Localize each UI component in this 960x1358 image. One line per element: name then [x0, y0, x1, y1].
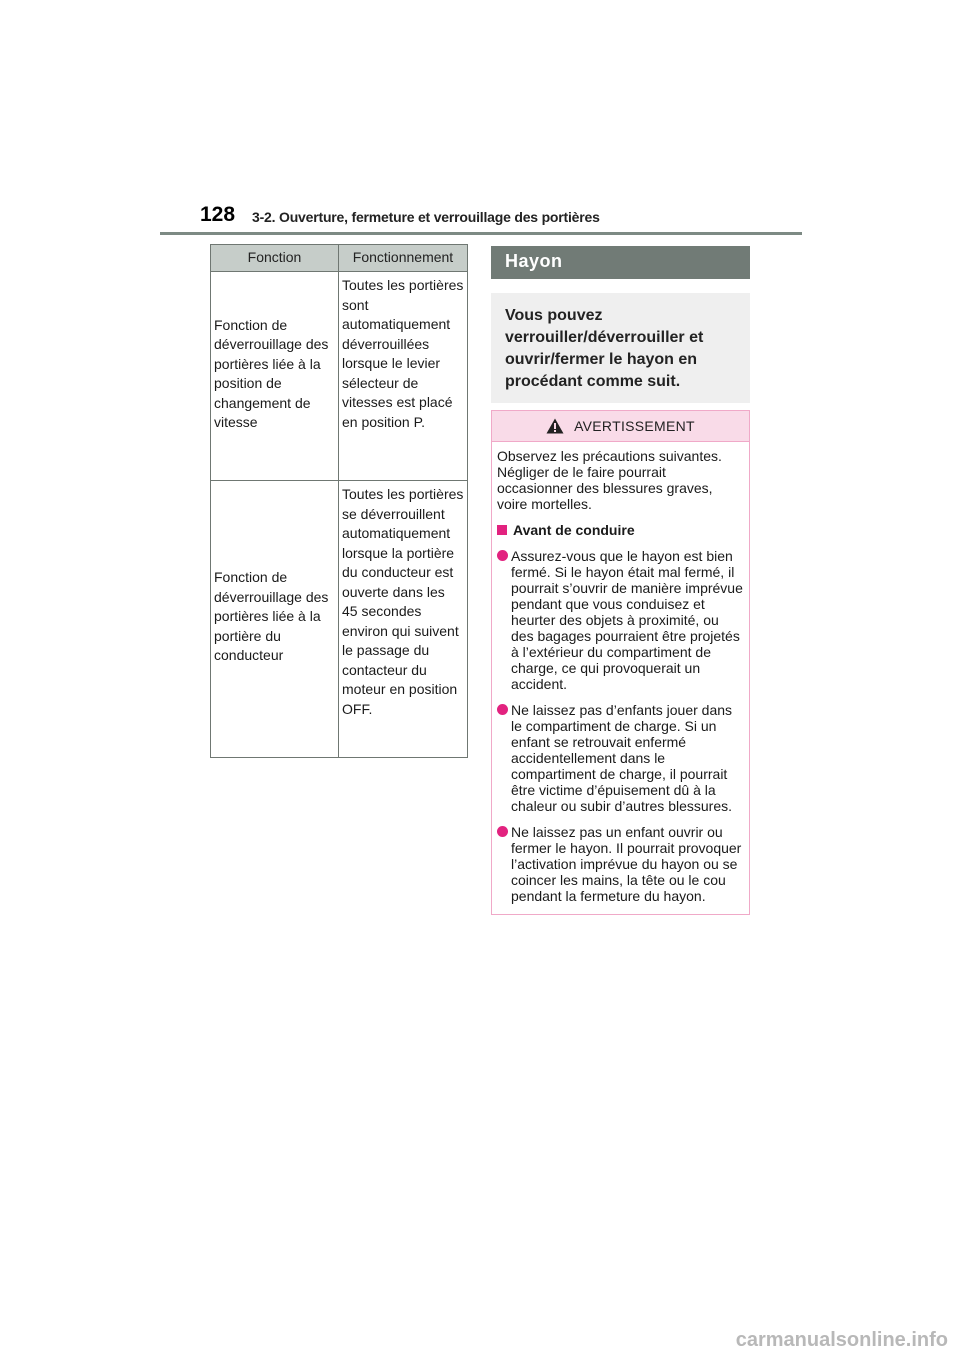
warning-intro: Observez les précautions suivantes. Négliger de le faire pourrait occasionner des blessures graves, voire mortelles. [497, 448, 722, 512]
warning-body [492, 442, 749, 914]
warning-subhead-label: Avant de conduire [513, 522, 635, 538]
function-table [210, 244, 468, 758]
list-item [497, 824, 743, 904]
list-item-text: Ne laissez pas un enfant ouvrir ou fermer le hayon. Il pourrait provoquer l’activation imprévue du hayon ou se coincer les mains, la tête ou le cou pendant la fermeture du hayon. [511, 824, 742, 904]
table-cell-fonctionnement: Toutes les portières sont automatiquement déverrouillées lorsque le levier sélecteur de vitesses est placé en position P. [339, 272, 468, 481]
warning-box [491, 410, 750, 915]
hayon-title: Hayon [491, 246, 750, 279]
round-bullet-icon [497, 826, 508, 837]
page-number: 128 [200, 203, 236, 226]
list-item [497, 548, 743, 692]
table-header-fonction: Fonction [211, 245, 339, 272]
hayon-intro: Vous pouvez verrouiller/déverrouiller et ouvrir/fermer le hayon en procédant comme suit. [491, 293, 750, 403]
square-bullet-icon [497, 525, 507, 535]
table-cell-fonctionnement: Toutes les portières se déverrouillent automatiquement lorsque la portière du conducteur est ouverte dans les 45 secondes environ qui suivent le passage du contacteur du moteur en position OFF. [339, 481, 468, 758]
list-item [497, 702, 743, 814]
warning-title: AVERTISSEMENT [574, 418, 695, 434]
round-bullet-icon [497, 704, 508, 715]
warning-subhead [497, 522, 743, 538]
round-bullet-icon [497, 550, 508, 561]
watermark: carmanualsonline.info [735, 1329, 948, 1351]
table-header-row [211, 245, 468, 272]
table-cell-fonction: Fonction de déverrouillage des portières liée à la position de changement de vitesse [211, 272, 339, 481]
table-header-fonctionnement: Fonctionnement [339, 245, 468, 272]
header-rule [160, 232, 802, 235]
warning-header [492, 411, 749, 442]
page-header [160, 200, 802, 236]
section-title: 3-2. Ouverture, fermeture et verrouillage des portières [252, 209, 600, 225]
warning-triangle-icon [546, 418, 564, 434]
list-item-text: Assurez-vous que le hayon est bien fermé. Si le hayon était mal fermé, il pourrait s’ouvrir de manière imprévue pendant que vous conduisez et heurter des objets à proximité, ou des bagages pourraient être projetés à l’extérieur du compartiment de charge, ce qui provoquerait un accident. [511, 548, 743, 692]
table-cell-fonction: Fonction de déverrouillage des portières liée à la portière du conducteur [211, 481, 339, 758]
table-row [211, 481, 468, 758]
list-item-text: Ne laissez pas d’enfants jouer dans le compartiment de charge. Si un enfant se retrouvait enfermé accidentellement dans le compartiment de charge, il pourrait être victime d’épuisement dû à la chaleur ou subir d’autres blessures. [511, 702, 733, 814]
table-row [211, 272, 468, 481]
hayon-section [491, 246, 750, 915]
